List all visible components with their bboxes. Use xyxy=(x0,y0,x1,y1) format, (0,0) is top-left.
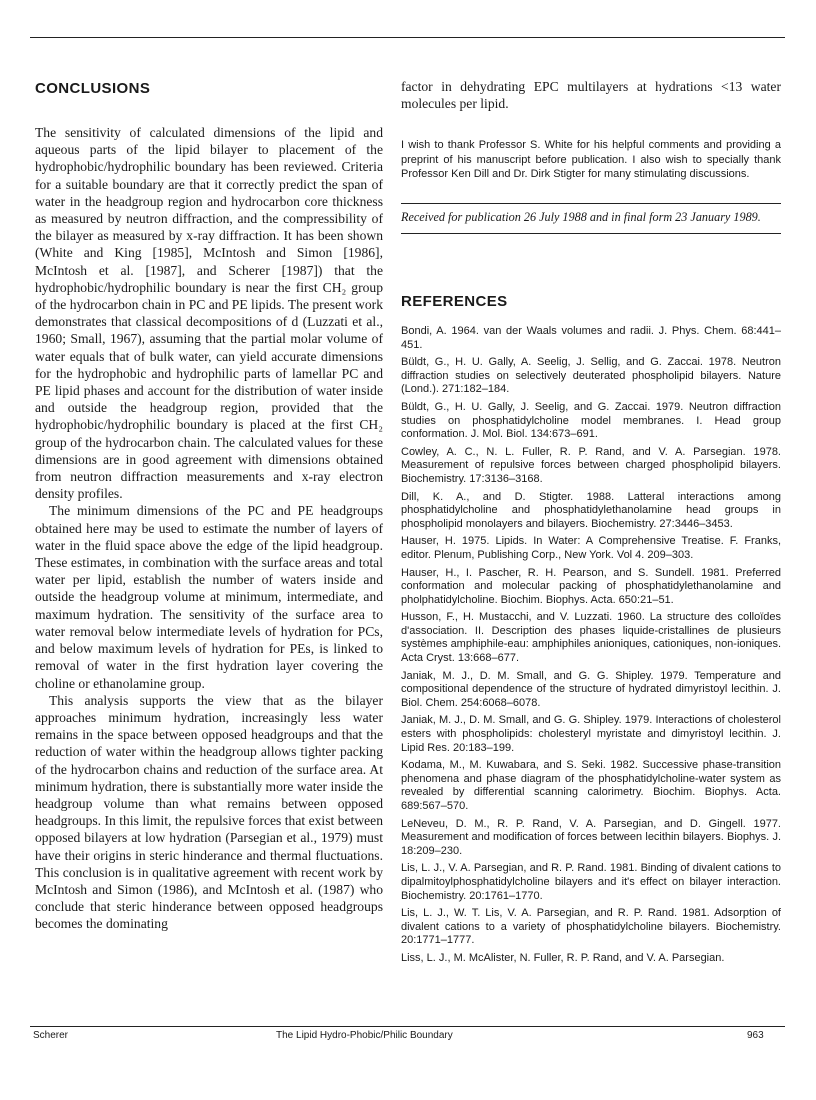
acknowledgment: I wish to thank Professor S. White for his helpful comments and providing a preprint of his manuscript before publication. I also wish to specially thank Professor Ken Dill and Dr. Dirk Stigter for many stimulating discussions. xyxy=(401,139,781,180)
left-column xyxy=(35,80,383,933)
reference-item: Hauser, H., I. Pascher, R. H. Pearson, and S. Sundell. 1981. Preferred conformation and molecular packing of phosphatidylethanolamine and pholphatidylcholine. Biochim. Biophys. Acta. 650:21–51. xyxy=(401,566,781,606)
page-number: 963 xyxy=(747,1030,764,1041)
footer-author: Scherer xyxy=(33,1030,69,1041)
reference-item: Büldt, G., H. U. Gally, A. Seelig, J. Sellig, and G. Zaccai. 1978. Neutron diffraction studies on selectively deuterated phospholipid bilayers. Nature (Lond.). 271:182–184. xyxy=(401,356,781,396)
footer-running-title: The Lipid Hydro-Phobic/Philic Boundary xyxy=(276,1030,453,1041)
top-rule xyxy=(30,37,785,38)
conclusions-heading: CONCLUSIONS xyxy=(35,80,151,97)
conclusions-paragraph-1: The sensitivity of calculated dimensions of the lipid and aqueous parts of the lipid bilayer to placement of the hydrophobic/hydrophilic boundary has been reviewed. Criteria for a suitable boundary are that it correctly predict the span of water in the headgroup region and hydrocarbon core thickness as measured by neutron diffraction, and the compressibility of the bilayer as measured by x-ray diffraction. It has been shown (White and King [1985], McIntosh and Simon [1986], McIntosh et al. [1987], and Scherer [1987]) that the hydrophobic/hydrophilic boundary is near the first CH₂ group of the hydrocarbon chain in PC and PE lipids. The present work demonstrates that classical decompositions of d (Luzzati et al., 1960; Small, 1967), assuming that the partial molar volume of water equals that of bulk water, can yield accurate dimensions for the hydrophobic and hydrophilic parts of lamellar PC and PE lipid phases and account for the distribution of water inside and outside the headgroup region, provided that the hydrophobic/hydrophilic boundary is placed at the first CH₂ group of the hydrocarbon chain. The calculated values for these dimensions are in good agreement with dimensions obtained from neutron diffraction measurements and x-ray electron density profiles. xyxy=(35,125,383,502)
reference-item: Bondi, A. 1964. van der Waals volumes and radii. J. Phys. Chem. 68:441–451. xyxy=(401,325,781,351)
reference-item: Büldt, G., H. U. Gally, J. Seelig, and G. Zaccai. 1979. Neutron diffraction studies on phosphatidylcholine model membranes. I. Head group conformation. J. Mol. Biol. 134:673–691. xyxy=(401,400,781,441)
conclusions-paragraph-3: This analysis supports the view that as the bilayer approaches minimum hydration, increasingly less water remains in the space between opposed headgroups and that the reduction of water within the headgroup allows tighter packing of the hydrocarbon chains and reduction of the surface area. At minimum hydration, there is substantially more water inside the headgroup volume than what remains between opposed headgroups. In this limit, the repulsive forces that exist between opposed bilayers at low hydration (Parsegian et al., 1979) must have their origins in steric hinderance and thermal fluctuations. This conclusion is in qualitative agreement with recent work by McIntosh and Simon (1986), and McIntosh et al. (1987) who conclude that steric hinderance between opposed headgroups becomes the dominating xyxy=(35,692,383,932)
conclusions-paragraph-2: The minimum dimensions of the PC and PE headgroups obtained here may be used to estimate the number of layers of water in the fluid space above the edge of the lipid headgroup. These estimates, in combination with the surface areas and total water per lipid, establish the number of waters inside and outside the headgroup volume at minimum, intermediate, and maximum hydration. The sensitivity of the surface area to water removal below intermediate levels of hydration for PCs, and below maximum levels of hydration for PEs, is linked to removal of water in the first hydration layer covering the choline or ethanolamine group. xyxy=(35,503,383,691)
reference-item: Kodama, M., M. Kuwabara, and S. Seki. 1982. Successive phase-transition phenomena and phase diagram of the phosphatidylcholine-water system as revealed by differential scanning calorimetry. Biochim. Biophys. Acta. 689:567–570. xyxy=(401,759,781,812)
reference-item: Lis, L. J., V. A. Parsegian, and R. P. Rand. 1981. Binding of divalent cations to dipalmitoylphosphatidylcholine bilayers and it's effect on bilayer interaction. Biochemistry. 20:1761–1770. xyxy=(401,862,781,902)
reference-item: Liss, L. J., M. McAlister, N. Fuller, R. P. Rand, and V. A. Parsegian. xyxy=(401,951,725,964)
references-heading: REFERENCES xyxy=(401,293,508,310)
footer-rule xyxy=(30,1026,785,1027)
right-column xyxy=(401,78,781,234)
reference-list xyxy=(401,325,781,970)
reference-item: Hauser, H. 1975. Lipids. In Water: A Comprehensive Treatise. F. Franks, editor. Plenum, Publishing Corp., New York. Vol 4. 209–303. xyxy=(401,535,781,561)
reference-item: Lis, L. J., W. T. Lis, V. A. Parsegian, and R. P. Rand. 1981. Adsorption of divalent cations to a variety of phosphatidylcholine bilayers. Biochemistry. 20:1771–1777. xyxy=(401,907,781,947)
reference-item: Cowley, A. C., N. L. Fuller, R. P. Rand, and V. A. Parsegian. 1978. Measurement of repulsive forces between charged phospholipid bilayers. Biochemistry. 17:3136–3168. xyxy=(401,445,781,485)
reference-item: Janiak, M. J., D. M. Small, and G. G. Shipley. 1979. Temperature and compositional dependence of the structure of hydrated dimyristoyl lecithin. J. Biol. Chem. 254:6068–6078. xyxy=(401,669,781,709)
conclusions-continuation: factor in dehydrating EPC multilayers at hydrations <13 water molecules per lipid. xyxy=(401,79,781,112)
reference-item: Dill, K. A., and D. Stigter. 1988. Latteral interactions among phosphatidylcholine and phosphatidylethanolamine head groups in phospholipid monolayers and bilayers. Biochemistry. 27:3446–3453. xyxy=(401,490,781,530)
reference-item: LeNeveu, D. M., R. P. Rand, V. A. Parsegian, and D. Gingell. 1977. Measurement and modification of forces between lecithin bilayers. Biophys. J. 18:209–230. xyxy=(401,817,781,857)
reference-item: Husson, F., H. Mustacchi, and V. Luzzati. 1960. La structure des colloïdes d'association. II. Description des phases liquide-cristallines de plusieurs systèmes amphiphile-eau: amphiphiles anioniques, cationiques, non-ioniques. Acta Cryst. 13:668–677. xyxy=(401,611,781,665)
reference-item: Janiak, M. J., D. M. Small, and G. G. Shipley. 1979. Interactions of cholesterol esters with phospholipids: cholesteryl myristate and dimyristoyl lecithin. J. Lipid Res. 20:183–199. xyxy=(401,714,781,754)
received-note: Received for publication 26 July 1988 and in final form 23 January 1989. xyxy=(401,203,781,234)
